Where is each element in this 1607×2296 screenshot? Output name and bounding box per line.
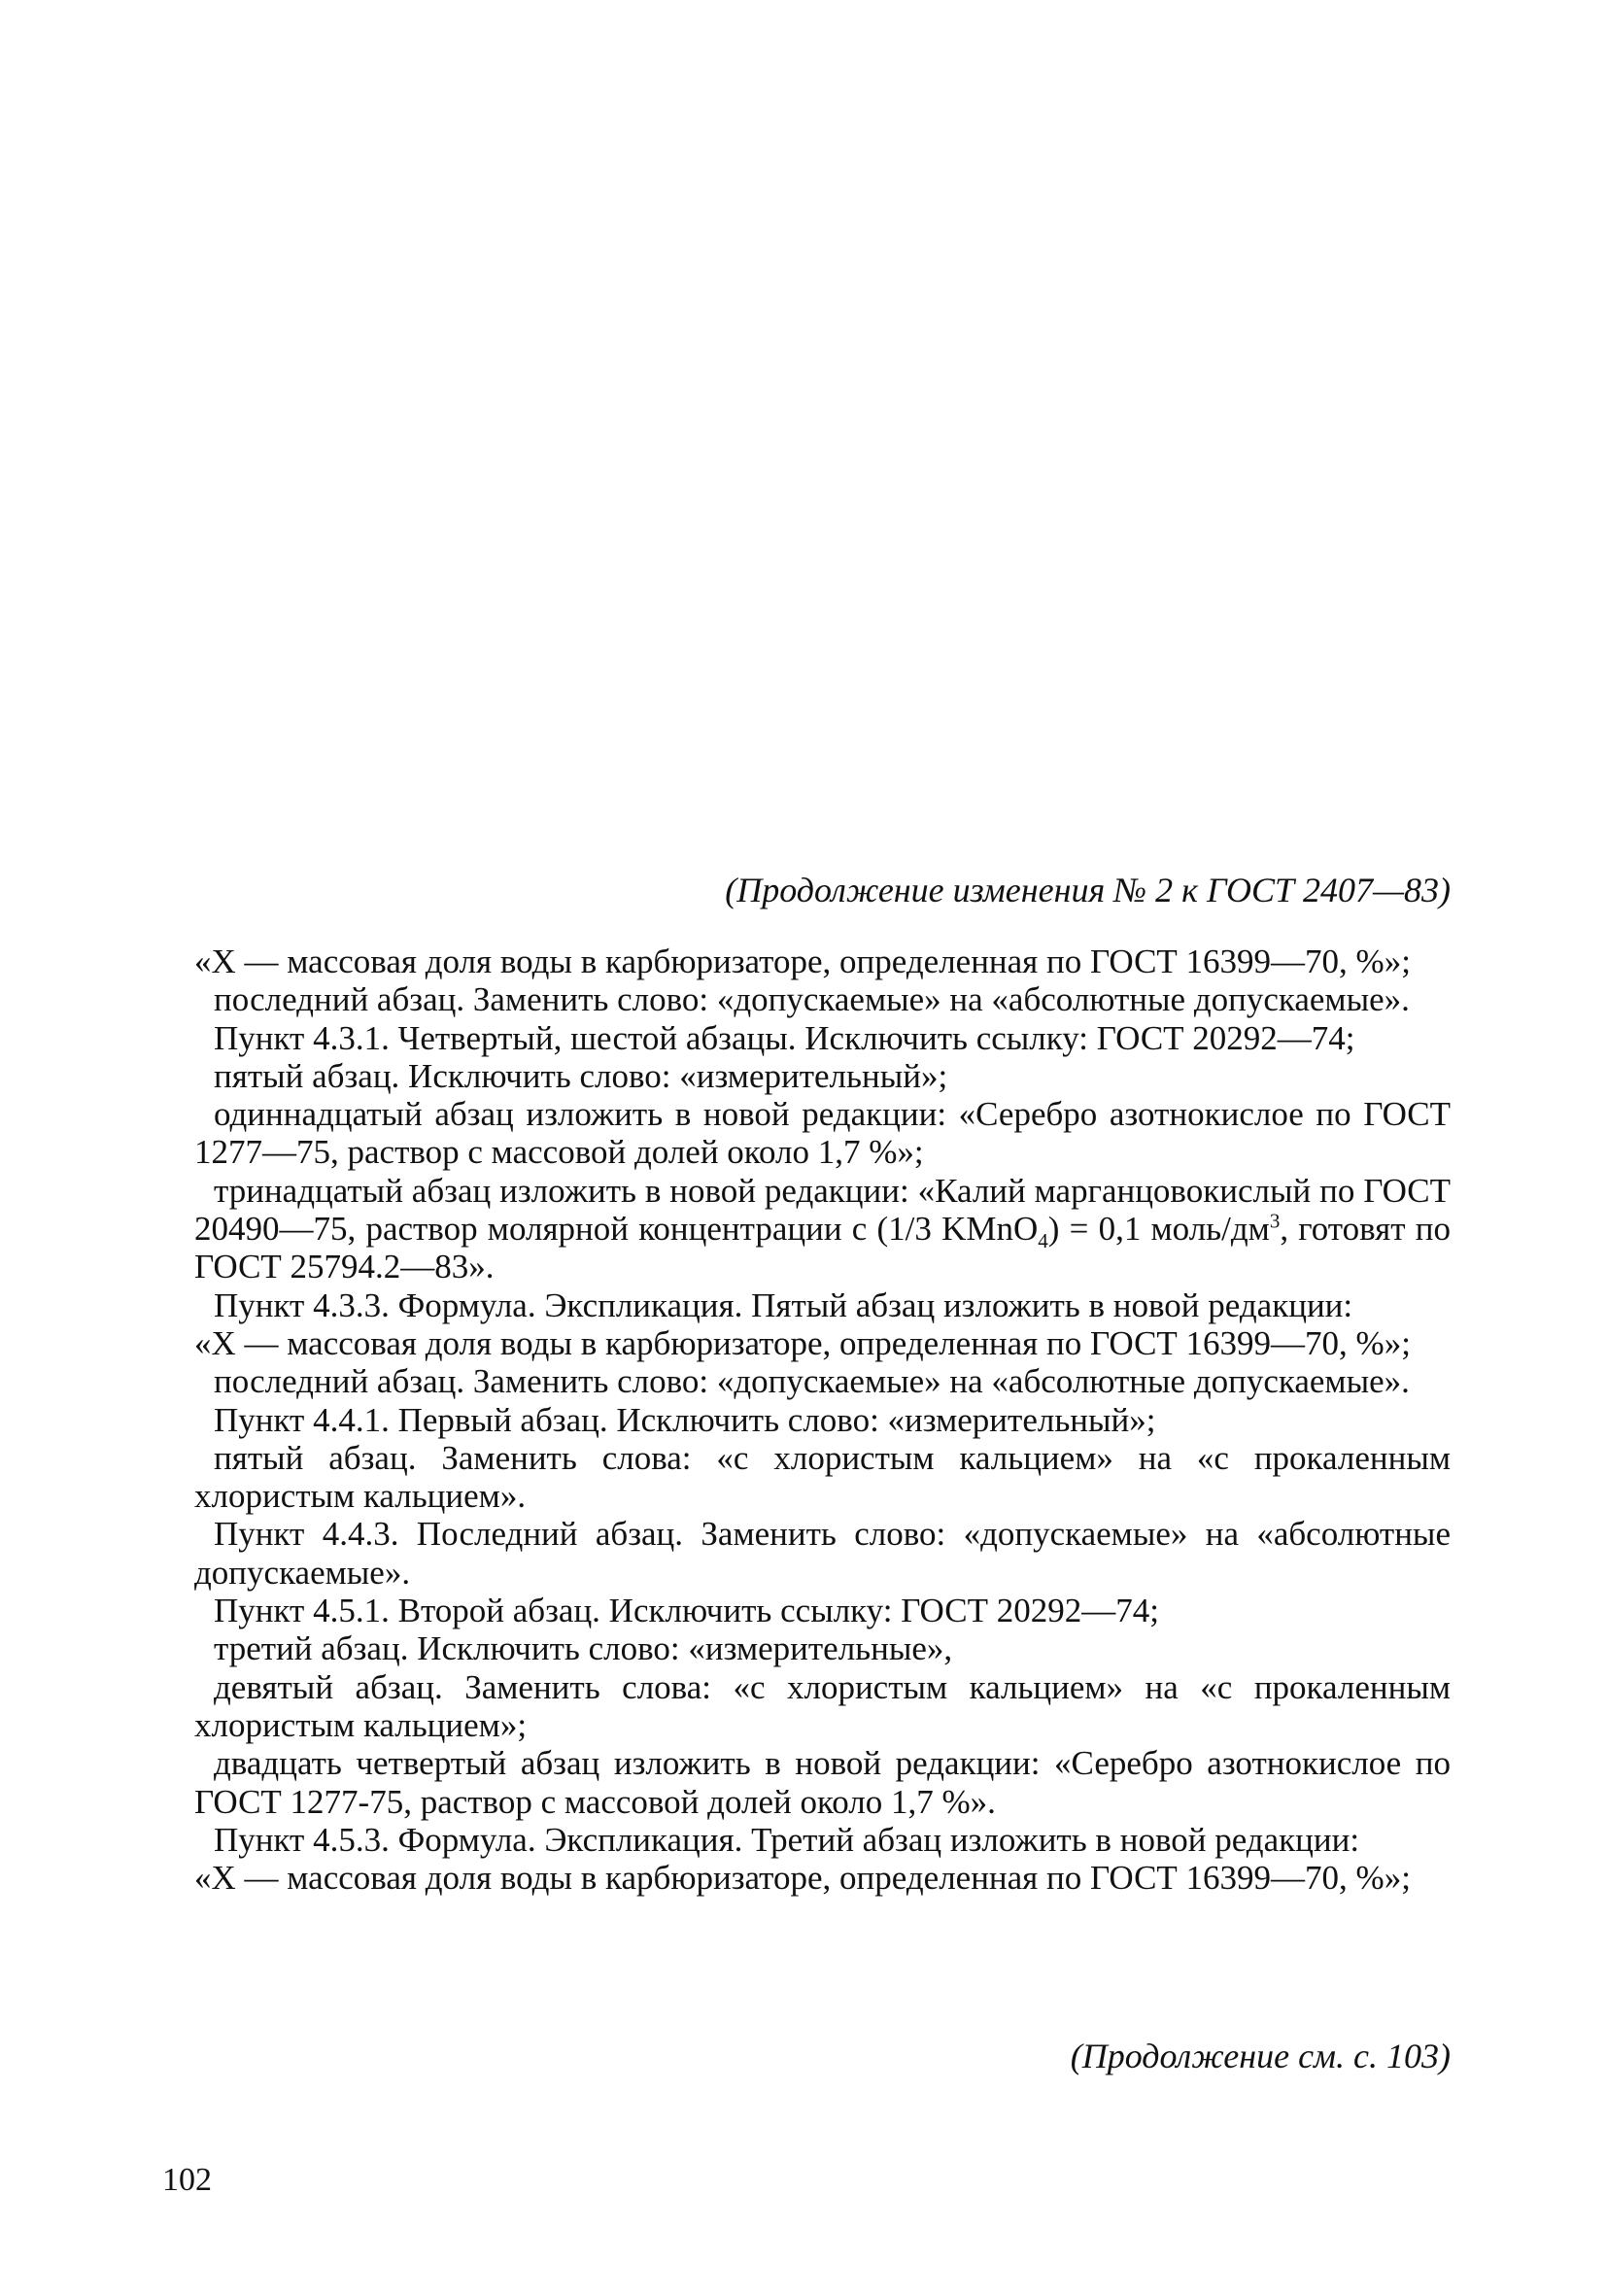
paragraph-3: Пункт 4.3.1. Четвертый, шестой абзацы. Исключить ссылку: ГОСТ 20292—74; [214,1018,1355,1057]
subscript-4: 4 [1038,1229,1048,1253]
paragraph-15: девятый абзац. Заменить слова: «с хлористым кальцием» на «с прокаленным хлористым кальцием»; [194,1667,1451,1744]
paragraph-6 [194,1172,1451,1286]
paragraph-11: пятый абзац. Заменить слова: «с хлористым кальцием» на «с прокаленным хлористым кальцием». [194,1438,1451,1516]
paragraph-7: Пункт 4.3.3. Формула. Экспликация. Пятый абзац изложить в новой редакции: [214,1285,1353,1324]
paragraph-10: Пункт 4.4.1. Первый абзац. Исключить слово: «измерительный»; [214,1400,1156,1439]
paragraph-14: третий абзац. Исключить слово: «измерительные», [214,1629,953,1668]
paragraph-13: Пункт 4.5.1. Второй абзац. Исключить ссылку: ГОСТ 20292—74; [214,1592,1159,1630]
paragraph-5: одиннадцатый абзац изложить в новой редакции: «Серебро азотнокислое по ГОСТ 1277—75, раствор с массовой долей около 1,7 %»; [194,1095,1451,1172]
continuation-footer: (Продолжение см. с. 103) [1070,2037,1451,2075]
paragraph-6-part-3: , готовят по ГОСТ 25794.2—83». [194,1210,1451,1286]
paragraph-6-part-2: ) = 0,1 моль/дм [1047,1210,1270,1249]
paragraph-18: «X — массовая доля воды в карбюризаторе, определенная по ГОСТ 16399—70, %»; [194,1859,1411,1898]
superscript-3: 3 [1269,1209,1281,1233]
continuation-header: (Продолжение изменения № 2 к ГОСТ 2407—83) [725,871,1451,909]
paragraph-6-part-1: тринадцатый абзац изложить в новой редакции: «Калий марганцовокислый по ГОСТ 20490—75, раствор молярной концентрации c (1/3 KMnO [194,1171,1451,1249]
paragraph-1: «X — массовая доля воды в карбюризаторе, определенная по ГОСТ 16399—70, %»; [194,942,1411,980]
paragraph-12: Пункт 4.4.3. Последний абзац. Заменить слово: «допускаемые» на «абсолютные допускаемые». [194,1515,1451,1592]
page-number: 102 [162,2162,212,2198]
paragraph-4: пятый абзац. Исключить слово: «измерительный»; [214,1056,948,1095]
paragraph-16: двадцать четвертый абзац изложить в новой редакции: «Серебро азотнокислое по ГОСТ 1277-75, раствор с массовой долей около 1,7 %». [194,1744,1451,1821]
paragraph-8: «X — массовая доля воды в карбюризаторе, определенная по ГОСТ 16399—70, %»; [194,1323,1411,1362]
paragraph-2: последний абзац. Заменить слово: «допускаемые» на «абсолютные допускаемые». [214,980,1410,1019]
paragraph-9: последний абзац. Заменить слово: «допускаемые» на «абсолютные допускаемые». [214,1362,1410,1401]
paragraph-17: Пункт 4.5.3. Формула. Экспликация. Третий абзац изложить в новой редакции: [214,1820,1360,1859]
document-body [194,942,1451,1897]
